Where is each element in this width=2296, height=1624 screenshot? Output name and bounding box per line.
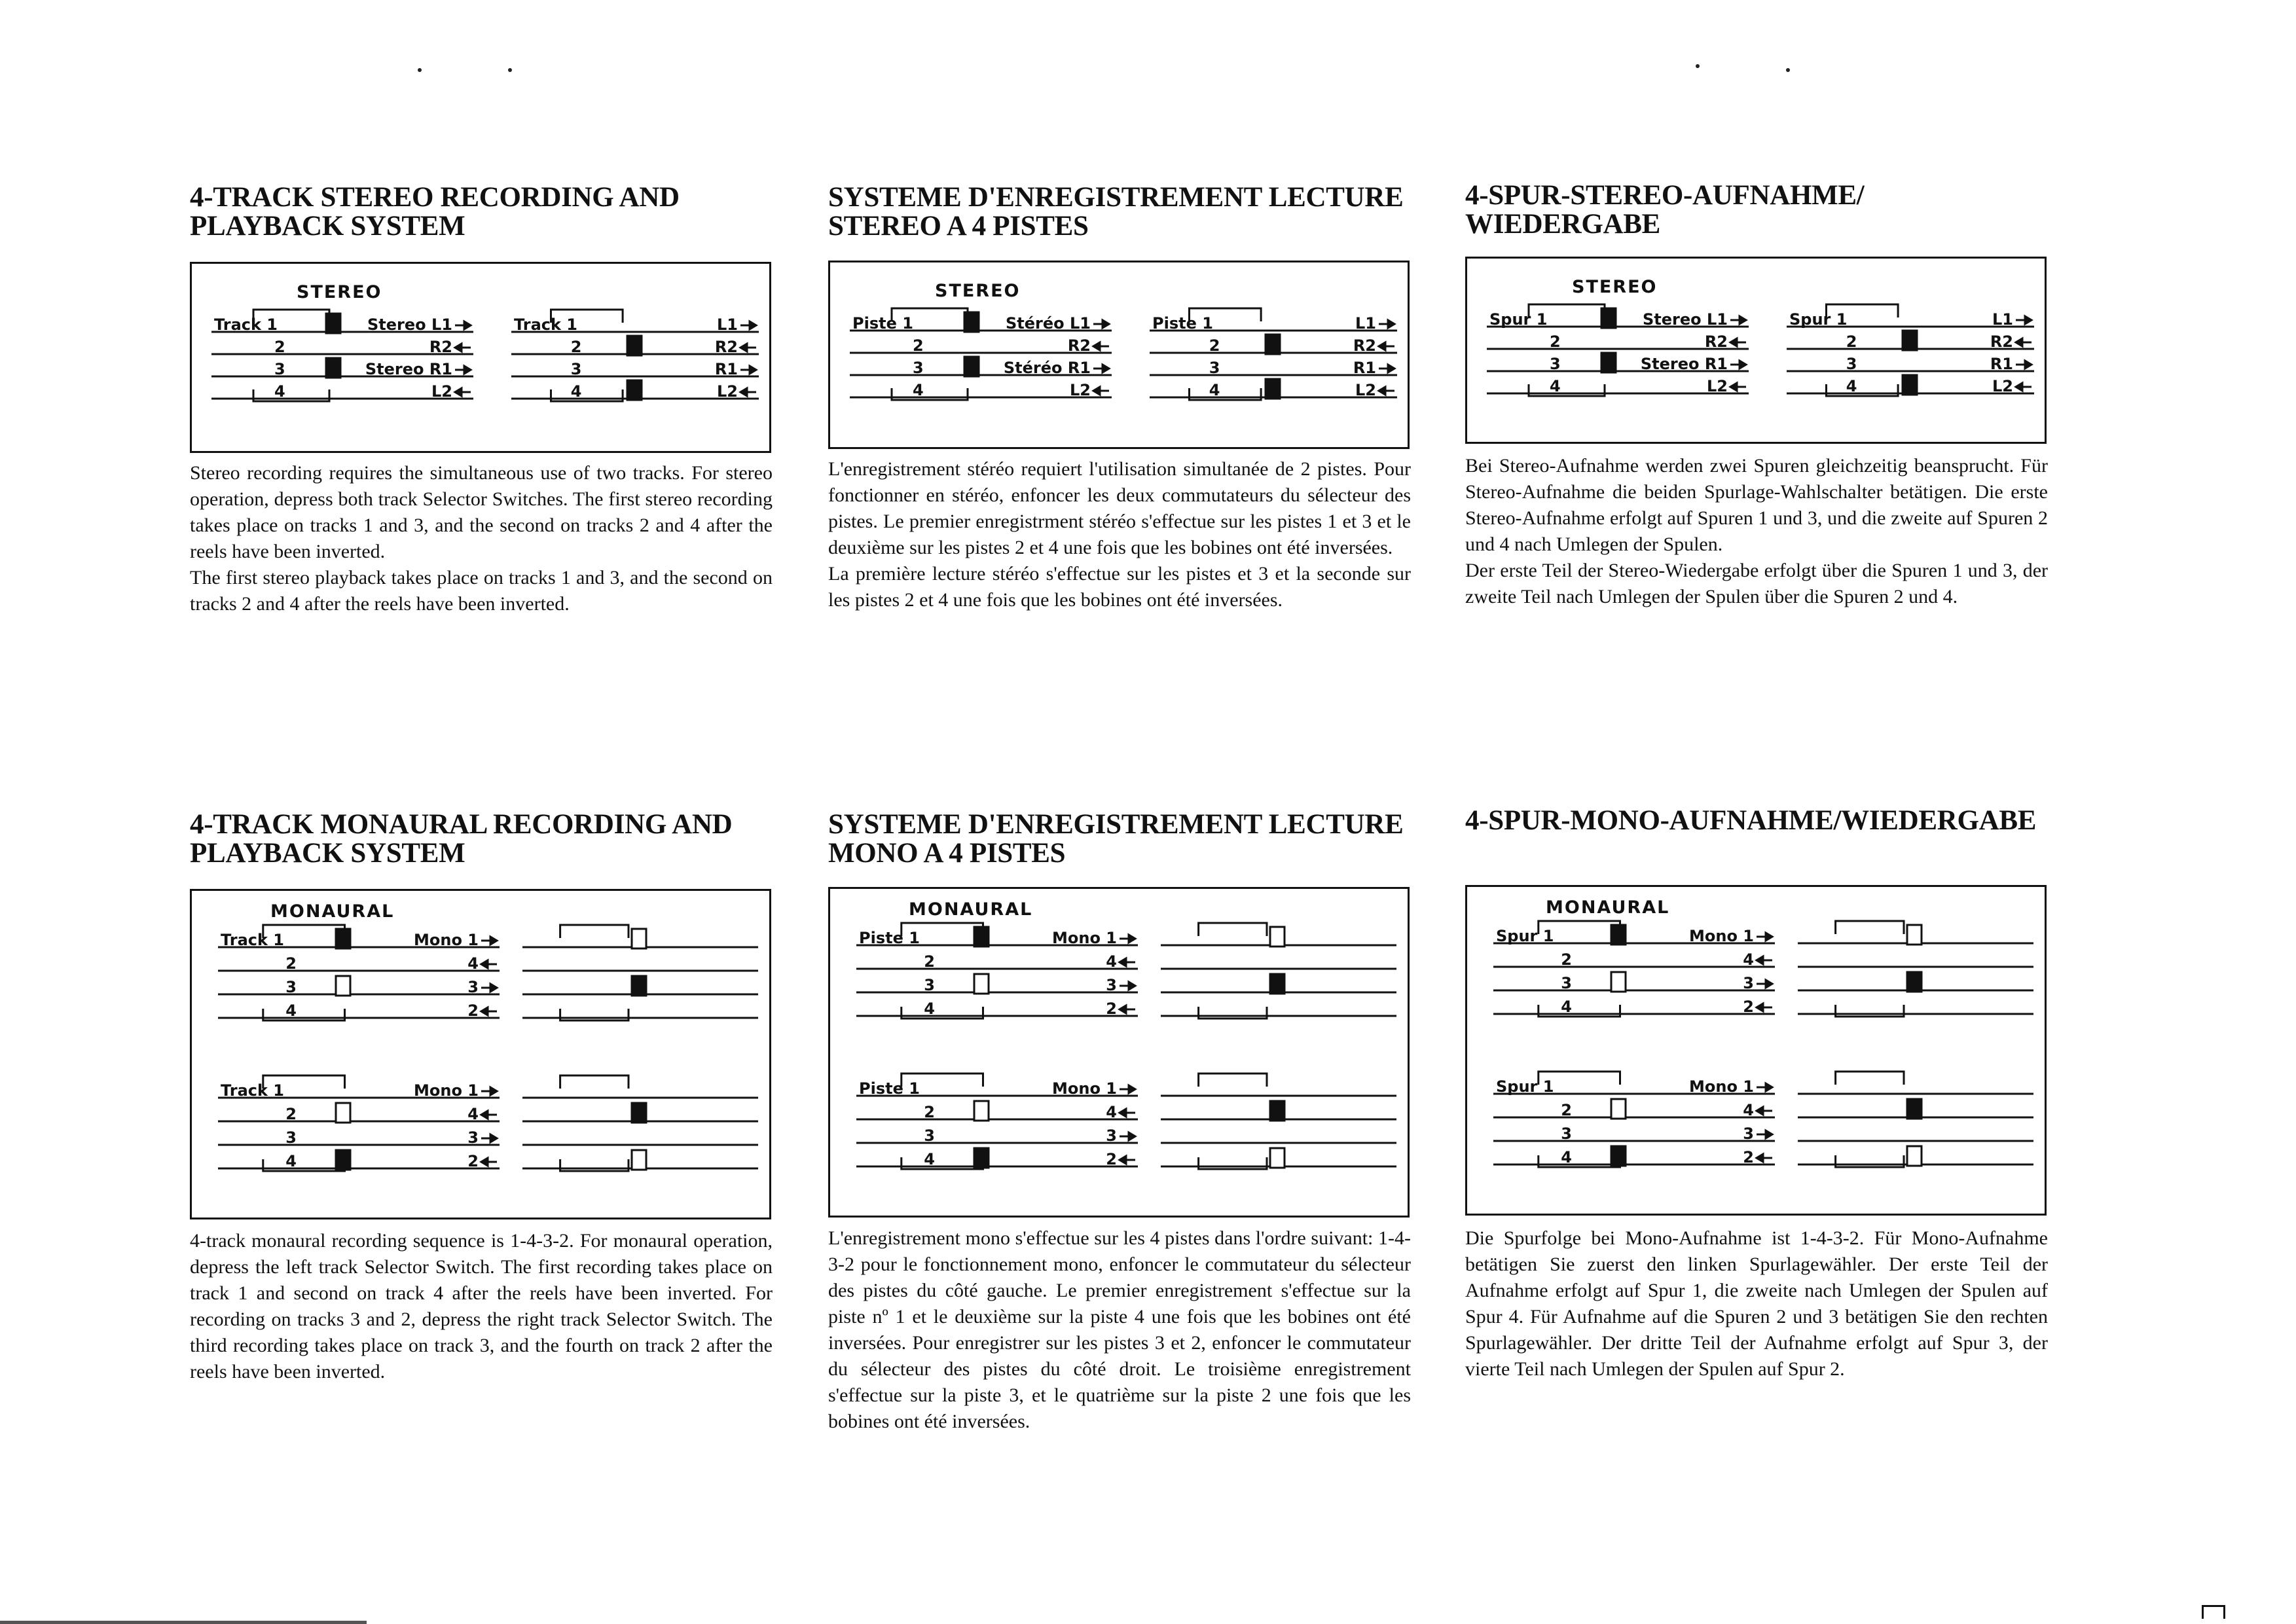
- arrow-right-icon: [1379, 365, 1394, 372]
- switch-open-marker: [974, 1101, 989, 1121]
- scan-edge: [0, 1621, 367, 1624]
- arrow-left-icon: [740, 344, 756, 352]
- switch-pressed-marker: [627, 336, 642, 355]
- track-label: 4: [1550, 377, 1561, 395]
- arrow-left-icon: [1120, 1005, 1135, 1013]
- signal-label: 2: [467, 1001, 479, 1020]
- signal-label: R1: [1990, 355, 2013, 373]
- track-label: 4: [1209, 381, 1220, 399]
- arrow-left-icon: [1757, 1107, 1772, 1115]
- track-label: 3: [1209, 359, 1220, 377]
- head-bracket-top: [1199, 1074, 1267, 1087]
- track-label: Piste 1: [859, 929, 920, 947]
- arrow-right-icon: [1757, 1130, 1772, 1138]
- arrow-left-icon: [481, 1111, 497, 1119]
- arrow-left-icon: [481, 1007, 497, 1015]
- switch-pressed-marker: [1270, 1101, 1285, 1121]
- head-block: [1487, 304, 1749, 396]
- track-label: 4: [913, 381, 924, 399]
- signal-label: 4: [467, 954, 479, 973]
- track-label: Track 1: [214, 316, 278, 334]
- signal-label: 4: [467, 1105, 479, 1123]
- track-label: Spur 1: [1496, 927, 1554, 945]
- diagram-label: MONAURAL: [270, 901, 395, 922]
- body-text: [1465, 453, 2048, 610]
- paragraph-1: Stereo recording requires the simultaneous use of two tracks. For stereo operation, depress both track Selector Switches. The first stereo recording takes place on tracks 1 and 3, and the second on tracks 2 and 4 after the reels have been inverted.: [190, 462, 773, 562]
- switch-open-marker: [1611, 1099, 1626, 1119]
- track-label: 2: [1561, 1101, 1572, 1119]
- signal-label: Mono 1: [1689, 927, 1754, 945]
- signal-label: L2: [717, 382, 738, 401]
- track-label: Spur 1: [1489, 310, 1548, 329]
- diagram-label: STEREO: [935, 281, 1021, 301]
- arrow-right-icon: [2016, 361, 2032, 369]
- arrow-right-icon: [1757, 933, 1772, 941]
- switch-pressed-marker: [974, 927, 989, 947]
- switch-pressed-marker: [974, 1148, 989, 1168]
- body-text: [190, 460, 773, 617]
- paragraph-1: Die Spurfolge bei Mono-Aufnahme ist 1-4-3-2. Für Mono-Aufnahme betätigen Sie zuerst den linken Spurlagewähler. Der erste Teil der Aufnahme erfolgt auf Spur 1, die zweite nach Umlegen der Spulen auf Spur 4. Für Aufnahme auf die Spuren 2 und 3 betätigen Sie den rechten Spurlagewähler. Der dritte Teil der Aufnahme erfolgt auf Spur 3, der vierte Teil nach Umlegen der Spulen auf Spur 2.: [1465, 1227, 2048, 1380]
- signal-label: Mono 1: [1689, 1077, 1754, 1096]
- arrow-right-icon: [1730, 316, 1746, 324]
- arrow-right-icon: [481, 937, 497, 945]
- head-block: [1493, 921, 1775, 1017]
- head-bracket-top: [1836, 921, 1904, 934]
- track-label: 2: [274, 338, 285, 356]
- track-label: Track 1: [221, 931, 285, 949]
- signal-label: L2: [1707, 377, 1728, 395]
- switch-pressed-marker: [964, 312, 979, 332]
- arrow-left-icon: [1093, 387, 1109, 395]
- arrow-right-icon: [1093, 320, 1109, 328]
- arrow-right-icon: [2016, 316, 2032, 324]
- signal-label: 4: [1743, 950, 1754, 969]
- track-label: Spur 1: [1789, 310, 1848, 329]
- diagram-canvas: [1467, 887, 2045, 1214]
- signal-label: R2: [429, 338, 452, 356]
- signal-label: L1: [1355, 314, 1376, 333]
- head-block: [522, 1075, 758, 1171]
- switch-pressed-marker: [1907, 972, 1922, 992]
- signal-label: L2: [1992, 377, 2013, 395]
- stereo-track-diagram: [1465, 257, 2047, 444]
- switch-open-marker: [1270, 927, 1285, 947]
- arrow-right-icon: [455, 366, 471, 374]
- diagram-label: MONAURAL: [1546, 897, 1670, 918]
- diagram-canvas: [1467, 259, 2045, 442]
- signal-label: Stereo L1: [1643, 310, 1728, 329]
- arrow-right-icon: [1757, 980, 1772, 988]
- head-bracket-top: [560, 1075, 629, 1089]
- switch-pressed-marker: [1611, 925, 1626, 945]
- switch-pressed-marker: [964, 357, 979, 376]
- title-line-1: 4-SPUR-MONO-AUFNAHME/WIEDERGABE: [1465, 805, 2037, 836]
- head-block: [1798, 1072, 2033, 1167]
- arrow-right-icon: [481, 984, 497, 992]
- arrow-right-icon: [455, 321, 471, 329]
- paragraph-2: The first stereo playback takes place on tracks 1 and 3, and the second on tracks 2 and 4 after the reels have been inverted.: [190, 567, 773, 615]
- signal-label: 2: [1106, 1000, 1117, 1018]
- scan-dot: [418, 68, 422, 72]
- body-text: [828, 456, 1411, 613]
- switch-open-marker: [1907, 1146, 1922, 1166]
- arrow-left-icon: [1379, 342, 1394, 350]
- head-block: [1787, 304, 2034, 396]
- signal-label: Stereo R1: [365, 360, 452, 378]
- track-label: 3: [274, 360, 285, 378]
- track-label: 2: [924, 1103, 935, 1121]
- head-block: [1798, 921, 2033, 1017]
- arrow-right-icon: [740, 321, 756, 329]
- title-line-1: SYSTEME D'ENREGISTREMENT LECTURE: [828, 182, 1404, 213]
- stereo-track-diagram: [190, 262, 771, 453]
- signal-label: 2: [1743, 1148, 1754, 1166]
- paragraph-2: Der erste Teil der Stereo-Wiedergabe erfolgt über die Spuren 1 und 3, der zweite Teil nach Umlegen der Spulen über die Spuren 2 und 4.: [1465, 560, 2048, 607]
- signal-label: 2: [1106, 1150, 1117, 1168]
- signal-label: 4: [1106, 1103, 1117, 1121]
- section-title: [1465, 181, 2054, 239]
- signal-label: L2: [1355, 381, 1376, 399]
- switch-pressed-marker: [1601, 308, 1616, 328]
- arrow-left-icon: [1757, 1003, 1772, 1011]
- signal-label: 3: [1106, 976, 1117, 994]
- track-label: 2: [1209, 336, 1220, 355]
- arrow-left-icon: [1120, 1156, 1135, 1164]
- head-block: [1161, 1074, 1396, 1169]
- diagram-canvas: [830, 889, 1408, 1216]
- arrow-left-icon: [2016, 383, 2032, 391]
- signal-label: R2: [1067, 336, 1091, 355]
- title-line-2: PLAYBACK SYSTEM: [190, 838, 465, 869]
- title-line-1: 4-TRACK STEREO RECORDING AND: [190, 182, 680, 213]
- switch-open-marker: [1611, 972, 1626, 992]
- arrow-right-icon: [1379, 320, 1394, 328]
- switch-open-marker: [1270, 1148, 1285, 1168]
- title-line-2: PLAYBACK SYSTEM: [190, 211, 465, 242]
- mono-track-diagram: [828, 887, 1410, 1218]
- mono-track-diagram: [1465, 885, 2047, 1216]
- track-label: 2: [1561, 950, 1572, 969]
- track-label: 2: [1550, 333, 1561, 351]
- track-label: 3: [285, 978, 297, 996]
- head-block: [1493, 1072, 1775, 1167]
- track-label: 3: [1561, 1125, 1572, 1143]
- switch-pressed-marker: [1611, 1146, 1626, 1166]
- switch-pressed-marker: [1907, 1099, 1922, 1119]
- track-label: 3: [924, 976, 935, 994]
- switch-open-marker: [974, 974, 989, 994]
- track-label: 4: [285, 1152, 297, 1170]
- stereo-track-diagram: [828, 261, 1410, 449]
- section-title: [1465, 806, 2054, 835]
- scan-dot: [1786, 68, 1790, 72]
- head-bracket-top: [560, 925, 629, 938]
- title-line-2: STEREO A 4 PISTES: [828, 211, 1089, 242]
- switch-pressed-marker: [326, 358, 340, 378]
- switch-open-marker: [336, 976, 350, 996]
- head-block: [856, 1074, 1138, 1169]
- signal-label: R2: [1353, 336, 1376, 355]
- track-label: 4: [924, 1000, 935, 1018]
- track-label: 2: [1846, 333, 1857, 351]
- arrow-right-icon: [1757, 1083, 1772, 1091]
- page-number-mark: [2202, 1605, 2225, 1619]
- switch-open-marker: [336, 1103, 350, 1123]
- head-block: [850, 308, 1112, 400]
- track-label: Track 1: [221, 1081, 285, 1100]
- arrow-left-icon: [1730, 338, 1746, 346]
- arrow-left-icon: [1379, 387, 1394, 395]
- signal-label: L2: [1070, 381, 1091, 399]
- title-line-1: 4-SPUR-STEREO-AUFNAHME/: [1465, 180, 1865, 211]
- body-text: [1465, 1225, 2048, 1382]
- arrow-left-icon: [1093, 342, 1109, 350]
- body-text: [190, 1228, 773, 1385]
- section-title: [828, 183, 1417, 241]
- scan-dot: [508, 68, 512, 72]
- switch-pressed-marker: [326, 314, 340, 333]
- signal-label: R2: [1990, 333, 2013, 351]
- arrow-left-icon: [1120, 1109, 1135, 1117]
- arrow-right-icon: [1120, 1085, 1135, 1093]
- arrow-left-icon: [1120, 958, 1135, 966]
- track-label: Piste 1: [852, 314, 913, 333]
- track-label: 4: [1561, 1148, 1572, 1166]
- track-label: Spur 1: [1496, 1077, 1554, 1096]
- switch-pressed-marker: [1266, 334, 1280, 354]
- switch-pressed-marker: [632, 1103, 646, 1123]
- paragraph-1: L'enregistrement stéréo requiert l'utilisation simultanée de 2 pistes. Pour fonctionner en stéréo, enfoncer les deux commutateurs du sélecteur des pistes. Le premier enregistrment stéréo s'effectue sur les pistes 1 et 3 et le deuxième sur les pistes 2 et 4 une fois que les bobines ont été inversées.: [828, 458, 1411, 558]
- track-label: 2: [285, 1105, 297, 1123]
- signal-label: L1: [717, 316, 738, 334]
- track-label: Piste 1: [859, 1079, 920, 1098]
- signal-label: 3: [1743, 1125, 1754, 1143]
- signal-label: 3: [467, 978, 479, 996]
- paragraph-2: La première lecture stéréo s'effectue sur les pistes et 3 et la seconde sur les pistes 2 et 4 une fois que les bobines ont été inversées.: [828, 563, 1411, 611]
- title-line-1: SYSTEME D'ENREGISTREMENT LECTURE: [828, 809, 1404, 840]
- arrow-left-icon: [455, 388, 471, 396]
- head-bracket-top: [1836, 1072, 1904, 1085]
- track-label: 4: [1561, 998, 1572, 1016]
- switch-pressed-marker: [336, 929, 350, 948]
- signal-label: 2: [1743, 998, 1754, 1016]
- signal-label: 4: [1743, 1101, 1754, 1119]
- track-label: Piste 1: [1152, 314, 1213, 333]
- arrow-right-icon: [1120, 982, 1135, 990]
- arrow-left-icon: [1730, 383, 1746, 391]
- paragraph-1: L'enregistrement mono s'effectue sur les 4 pistes dans l'ordre suivant: 1-4-3-2 pour le fonctionnement mono, enfoncer le commutateur du sélecteur des pistes du côté gauche. Le premier enregistrement s'effectue sur la piste nº 1 et le deuxième sur la piste 4 une fois que les bobines ont été inversées. Pour enregistrer sur les pistes 3 et 2, enfoncer le commutateur du sélecteur des pistes du côté droit. Le troisième enregistrement s'effectue sur la piste 3, et le quatrième sur la piste 2 une fois que les bobines ont été inversées.: [828, 1227, 1411, 1432]
- arrow-left-icon: [1757, 956, 1772, 964]
- arrow-right-icon: [740, 366, 756, 374]
- arrow-left-icon: [740, 388, 756, 396]
- switch-pressed-marker: [632, 976, 646, 996]
- track-label: 2: [570, 338, 582, 356]
- signal-label: R2: [714, 338, 738, 356]
- signal-label: R2: [1704, 333, 1728, 351]
- signal-label: 3: [1106, 1127, 1117, 1145]
- arrow-right-icon: [1120, 1132, 1135, 1140]
- signal-label: Stereo R1: [1640, 355, 1728, 373]
- signal-label: Stéréo L1: [1006, 314, 1091, 333]
- arrow-left-icon: [1757, 1154, 1772, 1162]
- switch-pressed-marker: [336, 1150, 350, 1170]
- signal-label: L2: [431, 382, 452, 401]
- track-label: 3: [570, 360, 582, 378]
- track-label: 4: [570, 382, 582, 401]
- signal-label: R1: [714, 360, 738, 378]
- signal-label: Mono 1: [414, 931, 479, 949]
- arrow-left-icon: [2016, 338, 2032, 346]
- head-block: [1161, 923, 1396, 1019]
- title-line-1: 4-TRACK MONAURAL RECORDING AND: [190, 809, 733, 840]
- switch-pressed-marker: [627, 380, 642, 400]
- signal-label: Mono 1: [1052, 1079, 1117, 1098]
- diagram-label: STEREO: [1572, 277, 1658, 297]
- signal-label: R1: [1353, 359, 1376, 377]
- arrow-left-icon: [481, 960, 497, 968]
- arrow-right-icon: [481, 1134, 497, 1142]
- title-line-2: WIEDERGABE: [1465, 209, 1661, 240]
- head-block: [522, 925, 758, 1020]
- switch-open-marker: [1907, 925, 1922, 945]
- signal-label: 3: [467, 1128, 479, 1147]
- track-label: 2: [285, 954, 297, 973]
- switch-open-marker: [632, 929, 646, 948]
- signal-label: 3: [1743, 974, 1754, 992]
- signal-label: Mono 1: [1052, 929, 1117, 947]
- head-block: [211, 310, 473, 401]
- track-label: 3: [1561, 974, 1572, 992]
- section-title: [190, 183, 779, 241]
- paragraph-1: 4-track monaural recording sequence is 1-4-3-2. For monaural operation, depress the left track Selector Switch. The first recording takes place on track 1 and second on track 4 after the reels have been inverted. For recording on tracks 3 and 2, depress the right track Selector Switch. The third recording takes place on track 3, and the fourth on track 2 after the reels have been inverted.: [190, 1230, 773, 1382]
- signal-label: L1: [1992, 310, 2013, 329]
- signal-label: Stereo L1: [367, 316, 452, 334]
- track-label: 3: [1846, 355, 1857, 373]
- body-text: [828, 1225, 1411, 1435]
- track-label: 4: [1846, 377, 1857, 395]
- section-title: [190, 810, 779, 868]
- diagram-canvas: [830, 262, 1408, 447]
- diagram-label: STEREO: [297, 282, 382, 302]
- signal-label: 4: [1106, 952, 1117, 971]
- head-block: [856, 923, 1138, 1019]
- switch-pressed-marker: [1601, 353, 1616, 372]
- track-label: 3: [285, 1128, 297, 1147]
- paragraph-1: Bei Stereo-Aufnahme werden zwei Spuren gleichzeitig beansprucht. Für Stereo-Aufnahme die beiden Spurlage-Wahlschalter betätigen. Die erste Stereo-Aufnahme erfolgt auf Spuren 1 und 3, und die zweite auf Spuren 2 und 4 nach Umlegen der Spulen.: [1465, 455, 2048, 555]
- head-bracket-top: [1199, 923, 1267, 936]
- section-title: [828, 810, 1417, 868]
- track-label: 3: [1550, 355, 1561, 373]
- arrow-right-icon: [1093, 365, 1109, 372]
- track-label: 3: [913, 359, 924, 377]
- track-label: 2: [924, 952, 935, 971]
- arrow-right-icon: [1120, 935, 1135, 943]
- arrow-left-icon: [455, 344, 471, 352]
- diagram-canvas: [192, 891, 769, 1218]
- head-block: [511, 310, 759, 401]
- switch-pressed-marker: [1903, 331, 1917, 350]
- switch-pressed-marker: [1270, 974, 1285, 994]
- switch-pressed-marker: [1903, 375, 1917, 395]
- head-block: [218, 925, 500, 1020]
- diagram-canvas: [192, 264, 769, 451]
- track-label: 2: [913, 336, 924, 355]
- mono-track-diagram: [190, 889, 771, 1219]
- title-line-2: MONO A 4 PISTES: [828, 838, 1066, 869]
- arrow-left-icon: [481, 1158, 497, 1166]
- arrow-right-icon: [1730, 361, 1746, 369]
- head-block: [1150, 308, 1397, 400]
- track-label: 4: [274, 382, 285, 401]
- signal-label: 2: [467, 1152, 479, 1170]
- signal-label: Stéréo R1: [1003, 359, 1091, 377]
- switch-open-marker: [632, 1150, 646, 1170]
- signal-label: Mono 1: [414, 1081, 479, 1100]
- track-label: 4: [285, 1001, 297, 1020]
- track-label: 3: [924, 1127, 935, 1145]
- switch-pressed-marker: [1266, 379, 1280, 399]
- scan-dot: [1696, 64, 1700, 68]
- track-label: Track 1: [514, 316, 578, 334]
- arrow-right-icon: [481, 1087, 497, 1095]
- track-label: 4: [924, 1150, 935, 1168]
- diagram-label: MONAURAL: [909, 899, 1033, 920]
- head-block: [218, 1075, 500, 1171]
